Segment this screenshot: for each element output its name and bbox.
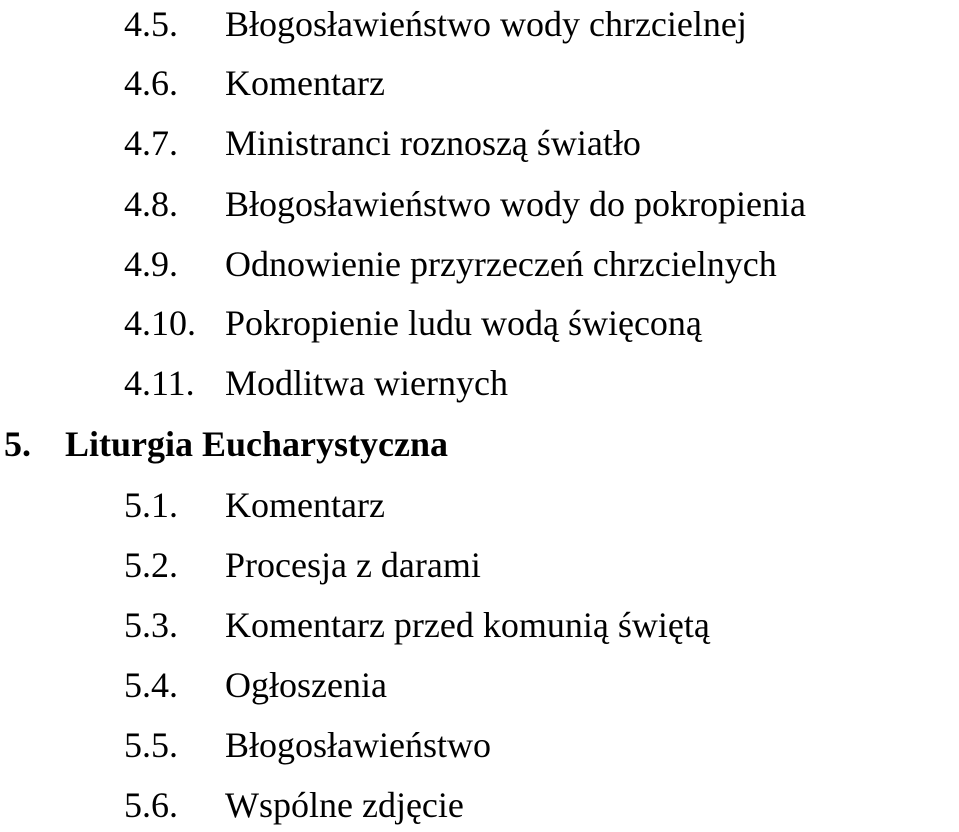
toc-item-title: Ogłoszenia [225,665,387,705]
toc-item-number: 4.7. [124,123,178,163]
toc-item-number: 4.8. [124,184,178,224]
toc-item-title: Błogosławieństwo wody chrzcielnej [225,4,747,44]
toc-item-title: Odnowienie przyrzeczeń chrzcielnych [225,244,777,284]
toc-item-number: 5.4. [124,665,178,705]
toc-item-title: Wspólne zdjęcie [225,785,464,825]
toc-item-title: Komentarz [225,63,385,103]
toc-item-title: Pokropienie ludu wodą święconą [225,303,702,343]
toc-item-number: 4.10. [124,303,196,343]
toc-item-number: 5.5. [124,725,178,765]
toc-item-number: 4.5. [124,4,178,44]
toc-item-title: Błogosławieństwo wody do pokropienia [225,184,806,224]
toc-item-title: Procesja z darami [225,545,481,585]
toc-section-title: Liturgia Eucharystyczna [65,424,448,464]
toc-item-number: 4.6. [124,63,178,103]
toc-item-number: 5.3. [124,605,178,645]
toc-item-title: Ministranci roznoszą światło [225,123,641,163]
toc-item-number: 4.11. [124,363,195,403]
toc-item-number: 5.6. [124,785,178,825]
toc-item-title: Błogosławieństwo [225,725,491,765]
toc-item-title: Modlitwa wiernych [225,363,508,403]
toc-item-number: 5.2. [124,545,178,585]
toc-item-title: Komentarz [225,485,385,525]
toc-item-title: Komentarz przed komunią świętą [225,605,710,645]
toc-item-number: 5.1. [124,485,178,525]
toc-section-number: 5. [4,424,31,464]
toc-item-number: 4.9. [124,244,178,284]
